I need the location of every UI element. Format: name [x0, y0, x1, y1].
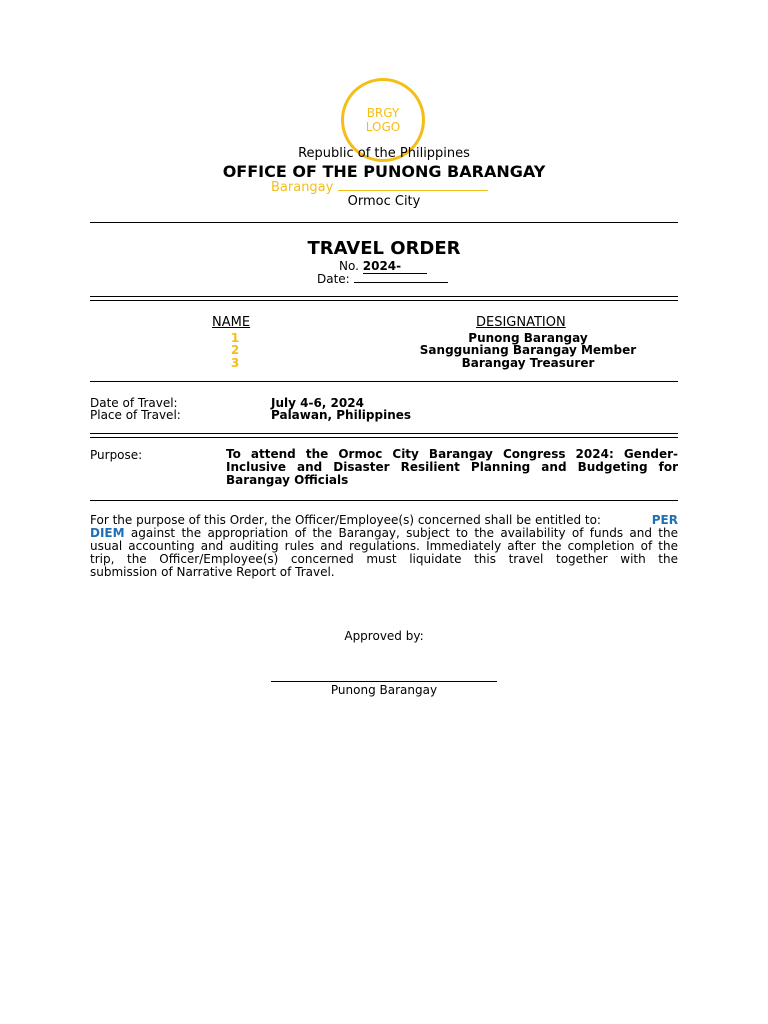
row-number-1: 1 [230, 331, 240, 345]
order-number-value: 2024- [363, 259, 427, 274]
purpose-line-2: Inclusive and Disaster Resilient Planning and Budgeting for [226, 460, 678, 474]
body-line-5: submission of Narrative Report of Travel. [90, 565, 335, 579]
barangay-label: Barangay [271, 180, 334, 195]
date-of-travel-value: July 4-6, 2024 [271, 396, 364, 410]
designation-1: Punong Barangay [468, 331, 588, 345]
city-line: Ormoc City [347, 194, 421, 209]
place-of-travel-value: Palawan, Philippines [271, 408, 412, 422]
row-number-2: 2 [230, 343, 240, 357]
designation-2: Sangguniang Barangay Member [419, 343, 637, 357]
name-column-header: NAME [212, 315, 251, 330]
date-of-travel-label: Date of Travel: [90, 396, 178, 410]
header-divider [90, 222, 678, 223]
office-title: OFFICE OF THE PUNONG BARANGAY [222, 162, 546, 181]
order-date-blank [354, 282, 448, 283]
title-double-divider [90, 296, 678, 301]
approved-by-label: Approved by: [344, 629, 424, 643]
travel-double-divider [90, 433, 678, 438]
document-title: TRAVEL ORDER [307, 238, 461, 259]
personnel-divider [90, 381, 678, 382]
order-number-label: No. [339, 259, 359, 273]
designation-column-header: DESIGNATION [476, 315, 566, 330]
purpose-line-3: Barangay Officials [226, 473, 349, 487]
body-paragraph [90, 514, 678, 579]
barangay-name-blank [338, 190, 488, 191]
body-line-1-text: For the purpose of this Order, the Officer/Employee(s) concerned shall be entitled to: [90, 513, 601, 527]
signature-line [271, 681, 497, 682]
body-line-3: usual accounting and auditing rules and regulations. Immediately after the completion of the [90, 539, 678, 553]
logo-text-line2: LOGO [365, 120, 401, 134]
purpose-label: Purpose: [90, 448, 143, 462]
signatory-title: Punong Barangay [330, 683, 438, 697]
row-number-3: 3 [230, 356, 240, 370]
republic-line: Republic of the Philippines [298, 146, 470, 161]
barangay-line [271, 180, 488, 195]
per-diem-highlight-part1: PER [651, 513, 678, 527]
per-diem-highlight-part2: DIEM [90, 526, 125, 540]
order-date-label: Date: [317, 272, 350, 286]
purpose-line-1: To attend the Ormoc City Barangay Congress 2024: Gender- [226, 447, 678, 461]
purpose-divider [90, 500, 678, 501]
body-line-4: trip, the Officer/Employee(s) concerned must liquidate this travel together with the [90, 552, 678, 566]
designation-3: Barangay Treasurer [461, 356, 595, 370]
body-line-2-text: against the appropriation of the Barangay, subject to the availability of funds and the [130, 526, 678, 540]
place-of-travel-label: Place of Travel: [90, 408, 181, 422]
logo-text-line1: BRGY [366, 106, 400, 120]
order-date-line [317, 272, 448, 286]
